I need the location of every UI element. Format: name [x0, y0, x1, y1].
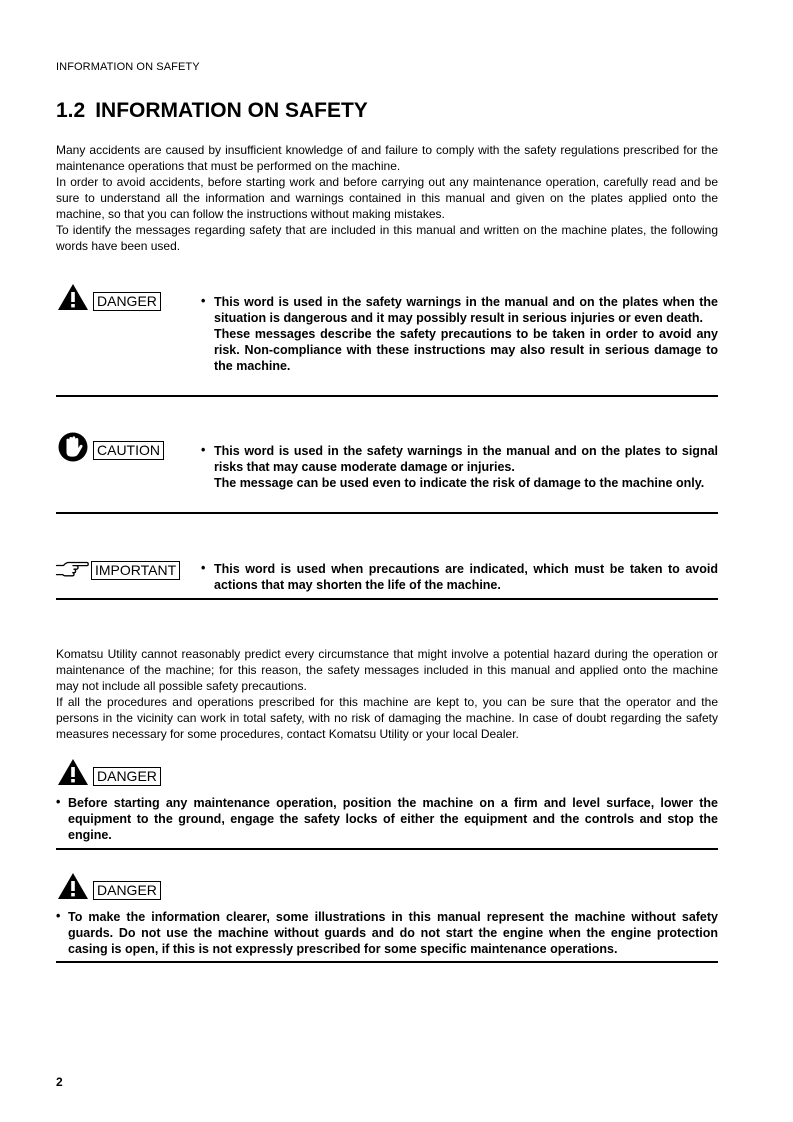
danger-label: DANGER [93, 767, 161, 786]
warning-triangle-icon [57, 758, 89, 786]
danger-definition-line2: These messages describe the safety precautions to be taken in order to avoid any risk. Non-compliance with these instructions may also result in serious damage to the machine. [214, 327, 718, 373]
intro-sentence-1: Many accidents are caused by insufficient knowledge of and failure to comply with the safety regulations prescribed for the maintenance operations that must be performed on the machine. [56, 143, 718, 173]
danger-definition [214, 294, 718, 374]
warning-triangle-icon [57, 283, 89, 311]
intro-paragraph [56, 142, 718, 254]
caution-label: CAUTION [93, 441, 164, 460]
disclaimer-sentence-2: If all the procedures and operations prescribed for this machine are kept to, you can be sure that the operator and the persons in the vicinity can work in total safety, with no risk of damaging the machine. In case of doubt regarding the safety measures necessary for some procedures, contact Komatsu Utility or your local Dealer. [56, 695, 718, 741]
divider-rule [56, 395, 718, 397]
page-number: 2 [56, 1075, 63, 1089]
important-definition [214, 561, 718, 593]
intro-sentence-2: In order to avoid accidents, before starting work and before carrying out any maintenance operation, carefully read and be sure to understand all the information and warnings contained in this manual and given on the plates applied onto the machine, so that you can follow the instructions without making mistakes. [56, 175, 718, 221]
disclaimer-sentence-1: Komatsu Utility cannot reasonably predict every circumstance that might involve a potential hazard during the operation or maintenance of the machine; for this reason, the safety messages included in this manual and applied onto the machine may not include all possible safety precautions. [56, 647, 718, 693]
section-number: 1.2 [56, 99, 86, 122]
divider-rule [56, 598, 718, 600]
intro-sentence-3: To identify the messages regarding safety that are included in this manual and written on the machine plates, the following words have been used. [56, 223, 718, 253]
caution-definition-line1: This word is used in the safety warnings in the manual and on the plates to signal risks that may cause moderate damage or injuries. [214, 444, 718, 474]
caution-bullet: • [201, 443, 206, 457]
important-definition-line1: This word is used when precautions are indicated, which must be taken to avoid actions that may shorten the life of the machine. [214, 562, 718, 592]
warning-bullet: • [56, 909, 61, 923]
warning-text: To make the information clearer, some illustrations in this manual represent the machine without safety guards. Do not use the machine without guards and do not start the engine when the engine protection casing is open, if this is not expressly prescribed for some specific maintenance operations. [68, 910, 718, 956]
warning-text: Before starting any maintenance operation, position the machine on a firm and level surface, lower the equipment to the ground, engage the safety locks of either the equipment and the controls and stop the engine. [68, 796, 718, 842]
divider-rule [56, 961, 718, 963]
danger-label: DANGER [93, 292, 161, 311]
section-title [56, 99, 368, 123]
important-bullet: • [201, 561, 206, 575]
danger-definition-line1: This word is used in the safety warnings in the manual and on the plates when the situation is dangerous and it may possibly result in serious injuries or even death. [214, 295, 718, 325]
stop-hand-icon [57, 431, 89, 463]
caution-definition [214, 443, 718, 491]
danger-label: DANGER [93, 881, 161, 900]
warning-bullet: • [56, 795, 61, 809]
pointing-hand-icon [55, 560, 89, 578]
section-title-text: INFORMATION ON SAFETY [95, 99, 368, 122]
important-label: IMPORTANT [91, 561, 180, 580]
caution-definition-line2: The message can be used even to indicate the risk of damage to the machine only. [214, 476, 705, 490]
warning-triangle-icon [57, 872, 89, 900]
running-header: INFORMATION ON SAFETY [56, 61, 200, 73]
danger-bullet: • [201, 294, 206, 308]
divider-rule [56, 512, 718, 514]
disclaimer-paragraph [56, 646, 718, 742]
divider-rule [56, 848, 718, 850]
